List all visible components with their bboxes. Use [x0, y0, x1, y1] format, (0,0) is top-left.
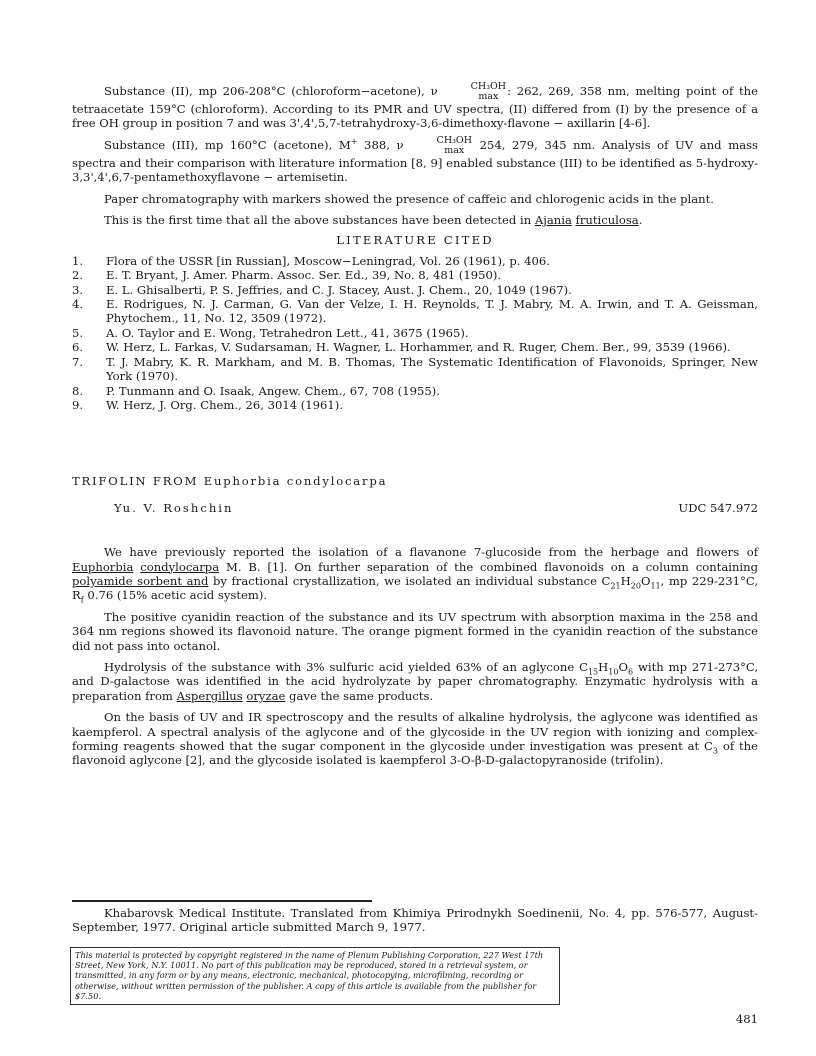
copyright-notice: This material is protected by copyright registered in the name of Plenum Publishing Corporation, 227 West 17th Street, New York, N.Y. 10011. No part of this publication may be reproduced, stored in a retrieval system, or transmitted, in any form or by any means, electronic, mechanical, photocopying, microfilming, recording or otherwise, without written permission of the publisher. A copy of this article is available from the publisher for $7.50. — [70, 947, 560, 1005]
reference-number: 3. — [72, 282, 84, 297]
text-run: H — [598, 659, 609, 674]
text-run: . — [638, 213, 643, 228]
sorbent-text: polyamide sorbent and — [72, 573, 209, 588]
reference-number: 5. — [72, 325, 84, 340]
text-run: 0.76 (15% acetic acid system). — [83, 588, 268, 603]
reference-number: 4. — [72, 297, 84, 312]
reference-text: P. Tunmann and O. Isaak, Angew. Chem., 67, 708 (1955). — [106, 383, 440, 398]
intro-paragraph-substance-iii — [72, 136, 758, 185]
species-name: condylocarpa — [140, 559, 220, 574]
footnote-rule — [72, 900, 372, 902]
superscript: + — [350, 136, 358, 146]
reference-text: E. Rodrigues, N. J. Carman, G. Van der Velze, I. H. Reynolds, T. J. Mabry, M. A. Irwin, and T. A. Geissman, Phytochem., 11, No. 12, 3509 (1972). — [106, 297, 758, 326]
text-run: Substance (II), mp 206-208°C (chloroform−acetone), ν — [104, 84, 438, 98]
text-run: O — [640, 573, 651, 588]
nu-max-label — [439, 82, 506, 102]
text-run: We have previously reported the isolation of a flavanone 7-glucoside from the herbage and flowers of — [104, 545, 758, 560]
nu-solvent: CH₃OH — [436, 134, 472, 146]
text-run: 388, ν — [357, 137, 404, 152]
reference-item — [72, 326, 758, 340]
reference-text: T. J. Mabry, K. R. Markham, and M. B. Thomas, The Systematic Identification of Flavonoids, Springer, New York (1970). — [106, 354, 758, 384]
reference-text: A. O. Taylor and E. Wong, Tetrahedron Lett., 41, 3675 (1965). — [106, 325, 469, 340]
page-content — [72, 0, 758, 1005]
reference-number: 6. — [72, 340, 84, 355]
subscript: 3 — [712, 746, 719, 756]
reference-number: 1. — [72, 253, 84, 268]
author-name: Yu. V. Roshchin — [114, 500, 234, 515]
reference-item — [72, 384, 758, 398]
reference-number: 7. — [72, 354, 84, 369]
reference-number: 2. — [72, 268, 84, 283]
reference-item — [72, 355, 758, 384]
genus-name: Aspergillus — [176, 688, 243, 703]
body-paragraph-cyanidin: The positive cyanidin reaction of the substance and its UV spectrum with absorption maxima in the 258 and 364 nm regions showed its flavonoid nature. The orange pigment formed in the cyanidin reaction of the substance did not pass into octanol. — [72, 609, 758, 653]
nu-max: max — [444, 144, 465, 156]
text-run: On the basis of UV and IR spectroscopy and the results of alkaline hydrolysis, the aglycone was identified as kaempferol. A spectral analysis of the aglycone and of the glycoside in the UV region with ionizing and complex-forming reagents showed that the sugar component in the glycoside under investigation was present at C — [72, 710, 758, 753]
reference-item — [72, 398, 758, 412]
text-run: O — [618, 659, 628, 674]
reference-text: E. T. Bryant, J. Amer. Pharm. Assoc. Ser. Ed., 39, No. 8, 481 (1950). — [106, 268, 502, 283]
reference-number: 8. — [72, 383, 84, 398]
subscript: 10 — [608, 667, 619, 677]
text-run: gave the same products. — [285, 688, 434, 703]
text-run: This is the first time that all the above substances have been detected in — [104, 213, 535, 228]
reference-text: Flora of the USSR [in Russian], Moscow−Leningrad, Vol. 26 (1961), p. 406. — [106, 253, 550, 268]
text-run: , mp 229-231°C, R — [72, 573, 759, 603]
reference-item — [72, 283, 758, 297]
genus-name: Euphorbia — [72, 559, 134, 574]
reference-number: 9. — [72, 397, 84, 412]
reference-item — [72, 297, 758, 326]
subscript: 20 — [630, 581, 641, 591]
body-paragraph-conclusion — [72, 710, 758, 768]
genus-name: Ajania — [534, 213, 572, 228]
text-run: 254, 279, 345 nm. Analysis of UV and mass spectra and their comparison with literature information [8, 9] enabled substance (III) to be identified as 5-hydroxy-3,3',4',6,7-pentamethoxyflavone − artemisetin. — [72, 137, 759, 185]
page-number: 481 — [735, 1011, 758, 1026]
nu-solvent: CH₃OH — [470, 81, 507, 92]
text-run: M. B. [1]. On further separation of the combined flavonoids on a column containing — [219, 559, 759, 574]
reference-item — [72, 340, 758, 354]
intro-paragraph-first-detection — [72, 213, 758, 227]
reference-text: W. Herz, L. Farkas, V. Sudarsaman, H. Wagner, L. Horhammer, and R. Ruger, Chem. Ber., 99, 3539 (1966). — [106, 340, 731, 355]
reference-item — [72, 254, 758, 268]
udc-code: UDC 547.972 — [678, 500, 758, 515]
reference-text: E. L. Ghisalberti, P. S. Jeffries, and C. J. Stacey, Aust. J. Chem., 20, 1049 (1967). — [106, 282, 572, 297]
text-run: by fractional crystallization, we isolated an individual substance C — [208, 573, 611, 588]
species-name: fruticulosa — [575, 213, 639, 228]
nu-max-label — [405, 136, 472, 156]
species-name: oryzae — [246, 688, 286, 703]
byline — [72, 501, 758, 515]
subscript: 21 — [610, 581, 621, 591]
reference-item — [72, 268, 758, 282]
text-run: H — [620, 573, 631, 588]
subscript: 11 — [650, 581, 661, 591]
subscript: 6 — [627, 667, 634, 677]
reference-list — [72, 254, 758, 412]
body-paragraph-hydrolysis — [72, 660, 758, 703]
affiliation-footnote: Khabarovsk Medical Institute. Translated from Khimiya Prirodnykh Soedinenii, No. 4, pp. 576-577, August-September, 1977. Original article submitted March 9, 1977. — [72, 905, 758, 935]
intro-paragraph-substance-ii — [72, 82, 758, 131]
body-paragraph-isolation — [72, 545, 758, 603]
text-run: of the flavonoid aglycone [2], and the glycoside isolated is kaempferol 3-O-β-D-galactopyranoside (trifolin). — [72, 739, 758, 768]
text-run: with mp 271-273°C, and D-galactose was identified in the acid hydrolyzate by paper chromatography. Enzymatic hydrolysis with a preparation from — [72, 659, 759, 703]
nu-max: max — [478, 91, 499, 102]
subscript: 15 — [587, 667, 599, 677]
text-run: : 262, 269, 358 nm, melting point of the tetraacetate 159°C (chloroform). According to its PMR and UV spectra, (II) differed from (I) by the presence of a free OH group in position 7 and was 3',4',5,7-tetrahydroxy-3,6-dimethoxy-flavone − axillarin [4-6]. — [72, 84, 758, 131]
text-run: Substance (III), mp 160°C (acetone), M — [104, 137, 351, 152]
literature-cited-heading: LITERATURE CITED — [336, 233, 494, 248]
article-title: TRIFOLIN FROM Euphorbia condylocarpa — [72, 474, 388, 489]
subscript: f — [80, 595, 84, 605]
reference-text: W. Herz, J. Org. Chem., 26, 3014 (1961). — [106, 397, 344, 412]
text-run: Hydrolysis of the substance with 3% sulfuric acid yielded 63% of an aglycone C — [104, 659, 588, 674]
intro-paragraph-chromatography: Paper chromatography with markers showed the presence of caffeic and chlorogenic acids in the plant. — [104, 191, 714, 206]
